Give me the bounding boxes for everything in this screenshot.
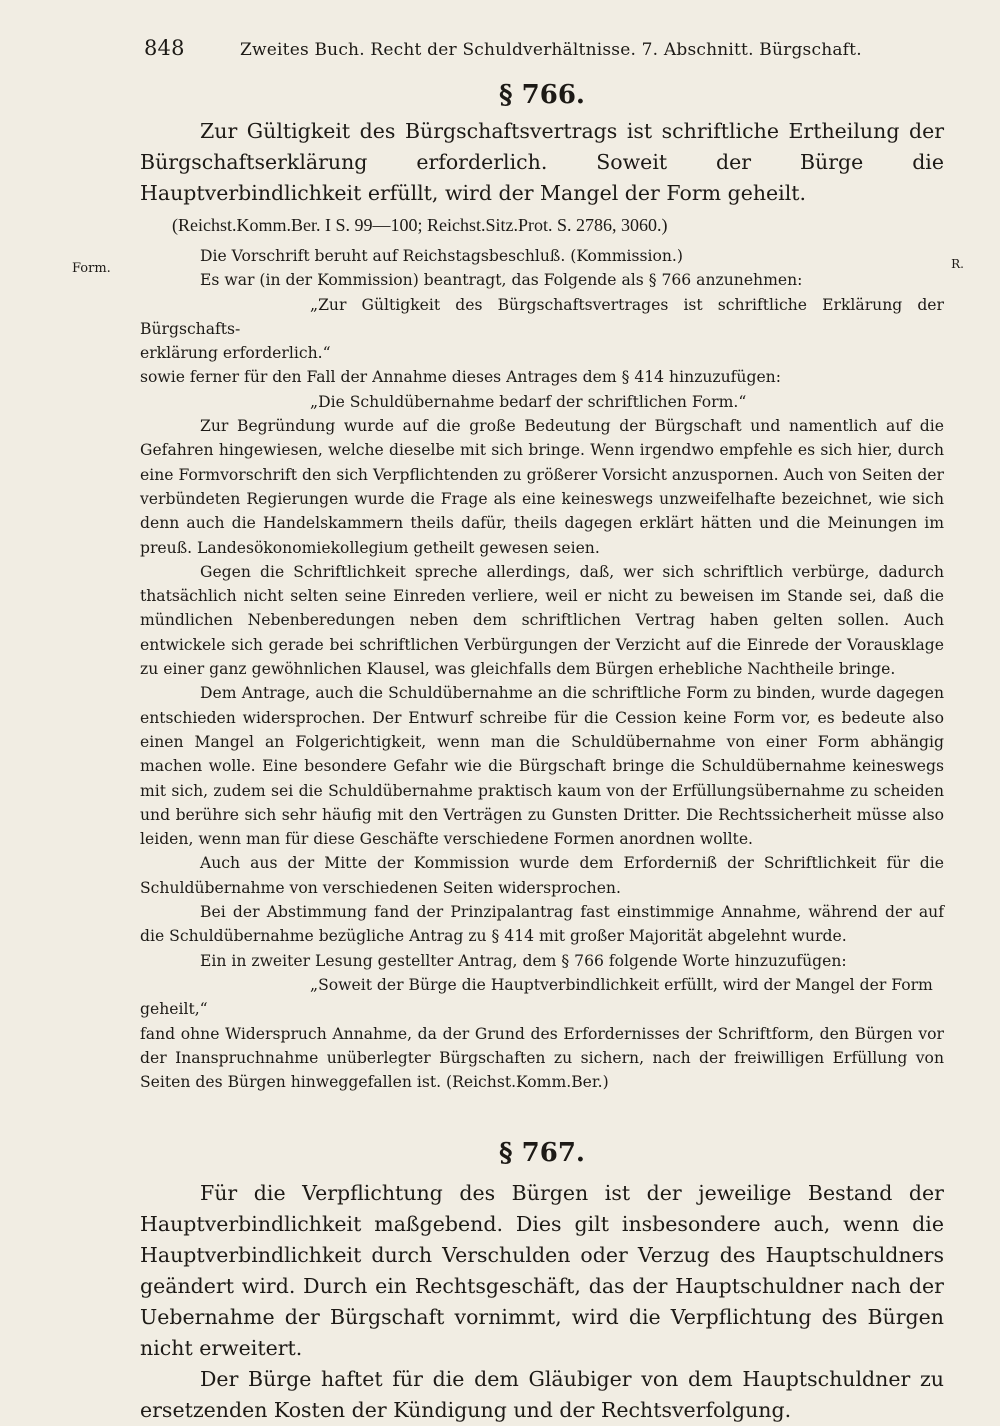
section-766 (140, 80, 944, 1094)
commentary-paragraph: Auch aus der Mitte der Kommission wurde dem Erforderniß der Schriftlichkeit für die Schuldübernahme von verschiedenen Seiten widersprochen. (140, 854, 944, 897)
commentary-paragraph: Bei der Abstimmung fand der Prinzipalantrag fast einstimmige Annahme, während der auf die Schuldübernahme bezügliche Antrag zu § 414 mit großer Majorität abgelehnt wurde. (140, 903, 944, 946)
quoted-text: geheilt,“ (140, 1000, 208, 1019)
commentary-paragraph: Die Vorschrift beruht auf Reichstagsbeschluß. (Kommission.) (200, 247, 683, 265)
section-767 (140, 1138, 944, 1426)
section-heading: § 767. (499, 1138, 585, 1169)
running-header (140, 36, 944, 60)
quoted-text: erklärung erforderlich.“ (140, 344, 331, 363)
commentary-paragraph: Gegen die Schriftlichkeit spreche allerdings, daß, wer sich schriftlich verbürge, dadurch thatsächlich nicht selten seine Einreden verliere, weil er nicht zu beweisen im Stande sei, daß die mündlichen Nebenberedungen neben dem schriftlichen Vertrag haben gelten sollen. Auch entwickele sich gerade bei schriftlichen Verbürgungen der Verzicht auf die Einrede der Vorausklage zu einer ganz gewöhnlichen Klausel, was gleichfalls dem Bürgen erhebliche Nachtheile bringe. (140, 562, 944, 679)
quoted-text: „Die Schuldübernahme bedarf der schriftlichen Form.“ (310, 392, 747, 411)
statute-text: Zur Gültigkeit des Bürgschaftsvertrags ist schriftliche Ertheilung der Bürgschaftserklärung erforderlich. Soweit der Bürge die Hauptverbindlichkeit erfüllt, wird der Mangel der Form geheilt. (140, 119, 944, 205)
statute-text: Der Bürge haftet für die dem Gläubiger von dem Hauptschuldner zu ersetzenden Kosten der Kündigung und der Rechtsverfolgung. (140, 1367, 944, 1423)
commentary-paragraph: Zur Begründung wurde auf die große Bedeutung der Bürgschaft und namentlich auf die Gefahren hingewiesen, welche dieselbe mit sich bringe. Wenn irgendwo empfehle es sich hier, durch eine Formvorschrift den sich Verpflichtenden zu größerer Vorsicht anzuspornen. Auch von Seiten der verbündeten Regierungen wurde die Frage als eine keineswegs unzweifelhafte bezeichnet, wie sich denn auch die Handelskammern theils dafür, theils dagegen erklärt hätten und die Meinungen im preuß. Landesökonomiekollegium getheilt gewesen seien. (140, 417, 944, 557)
commentary-paragraph: Ein in zweiter Lesung gestellter Antrag, dem § 766 folgende Worte hinzuzufügen: (200, 951, 847, 970)
statute-text: Für die Verpflichtung des Bürgen ist der jeweilige Bestand der Hauptverbindlichkeit maßgebend. Dies gilt insbesondere auch, wenn die Hauptverbindlichkeit durch Verschulden oder Verzug des Hauptschuldners geändert wird. Durch ein Rechtsgeschäft, das der Hauptschuldner nach der Uebernahme der Bürgschaft vornimmt, wird die Verpflichtung des Bürgen nicht erweitert. (140, 1181, 944, 1361)
citation: (Reichst.Komm.Ber. I S. 99—100; Reichst.Sitz.Prot. S. 2786, 3060.) (172, 215, 668, 235)
commentary-paragraph: sowie ferner für den Fall der Annahme dieses Antrages dem § 414 hinzuzufügen: (140, 368, 781, 387)
margin-note: Form. (72, 261, 111, 276)
running-title: Zweites Buch. Recht der Schuldverhältnisse. 7. Abschnitt. Bürgschaft. (240, 40, 862, 60)
commentary-paragraph: Es war (in der Kommission) beantragt, das Folgende als § 766 anzunehmen: (200, 271, 803, 290)
quoted-text: „Soweit der Bürge die Hauptverbindlichkeit erfüllt, wird der Mangel der Form (310, 975, 933, 994)
page-number: 848 (144, 36, 185, 60)
quoted-text: „Zur Gültigkeit des Bürgschaftsvertrages ist schriftliche Erklärung der Bürgschafts- (140, 295, 944, 338)
commentary-paragraph: fand ohne Widerspruch Annahme, da der Grund des Erfordernisses der Schriftform, den Bürgen vor der Inanspruchnahme unüberlegter Bürgschaften zu sichern, nach der freiwilligen Erfüllung von Seiten des Bürgen hinweggefallen ist. (Reichst.Komm.Ber.) (140, 1024, 944, 1092)
commentary-paragraph: Dem Antrage, auch die Schuldübernahme an die schriftliche Form zu binden, wurde dagegen entschieden widersprochen. Der Entwurf schreibe für die Cession keine Form vor, es bedeute also einen Mangel an Folgerichtigkeit, wenn man die Schuldübernahme von einer Form abhängig machen wolle. Eine besondere Gefahr wie die Bürgschaft bringe die Schuldübernahme keineswegs mit sich, zudem sei die Schuldübernahme praktisch kaum von der Erfüllungsübernahme zu scheiden und berühre sich sehr häufig mit den Verträgen zu Gunsten Dritter. Die Rechtssicherheit müsse also leiden, wenn man für diese Geschäfte verschiedene Formen anordnen wollte. (140, 684, 944, 849)
margin-mark: R. (951, 257, 964, 271)
section-heading: § 766. (499, 80, 585, 110)
commentary (140, 244, 944, 1094)
